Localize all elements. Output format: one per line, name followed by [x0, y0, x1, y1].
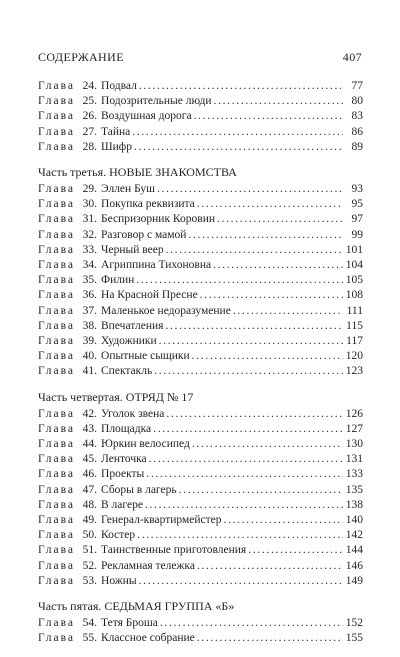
toc-entry [38, 304, 363, 319]
chapter-page: 120 [345, 350, 363, 363]
chapter-word: Глава [38, 365, 76, 378]
chapter-word: Глава [38, 574, 76, 587]
chapter-title: Воздушная дорога [101, 110, 192, 123]
chapter-page: 108 [345, 289, 363, 302]
dot-leader [136, 273, 343, 288]
chapter-number: 35. [82, 274, 98, 287]
toc-entry [38, 243, 363, 258]
chapter-number: 38. [82, 319, 98, 332]
dot-leader [157, 182, 343, 197]
dot-leader [192, 349, 343, 364]
dot-leader [197, 631, 343, 646]
toc-entry [38, 288, 363, 303]
toc-entry [38, 422, 363, 437]
dot-leader [192, 437, 343, 452]
toc-entry [38, 616, 363, 631]
chapter-page: 83 [351, 110, 363, 123]
chapter-word: Глава [38, 453, 76, 466]
dot-leader [179, 483, 343, 498]
dot-leader [160, 616, 343, 631]
chapter-number: 34. [82, 259, 98, 272]
chapter-title: Тетя Броша [101, 617, 158, 630]
chapter-title: Черный веер [101, 243, 164, 256]
chapter-title: Художники [101, 335, 157, 348]
chapter-title: На Красной Пресне [101, 289, 198, 302]
chapter-title: Спектакль [101, 365, 153, 378]
chapter-number: 30. [82, 198, 98, 211]
running-title: СОДЕРЖАНИЕ [38, 50, 124, 64]
chapter-title: Филин [101, 274, 135, 287]
chapter-number: 52. [82, 559, 98, 572]
dot-leader [159, 334, 343, 349]
chapter-page: 80 [351, 95, 363, 108]
chapter-number: 39. [82, 335, 98, 348]
chapter-number: 46. [82, 468, 98, 481]
chapter-word: Глава [38, 438, 76, 451]
chapter-page: 146 [345, 559, 363, 572]
chapter-page: 144 [345, 544, 363, 557]
chapter-title: Опытные сыщики [101, 350, 190, 363]
chapter-number: 41. [82, 365, 98, 378]
chapter-word: Глава [38, 243, 76, 256]
chapter-word: Глава [38, 617, 76, 630]
part-heading: Часть четвертая. ОТРЯД № 17 [38, 389, 194, 404]
toc-entry [38, 467, 363, 482]
chapter-title: Подозрительные люди [101, 95, 212, 108]
chapter-title: Тайна [101, 125, 131, 138]
toc-entry [38, 197, 363, 212]
dot-leader [166, 243, 343, 258]
toc-entry [38, 109, 363, 124]
dot-leader [248, 543, 343, 558]
chapter-page: 93 [351, 183, 363, 196]
dot-leader [224, 513, 343, 528]
chapter-word: Глава [38, 468, 76, 481]
dot-leader [213, 258, 343, 273]
chapter-page: 135 [345, 483, 363, 496]
chapter-page: 99 [351, 228, 363, 241]
chapter-page: 126 [345, 407, 363, 420]
chapter-page: 97 [351, 213, 363, 226]
dot-leader [165, 319, 343, 334]
dot-leader [153, 422, 343, 437]
toc-entry [38, 182, 363, 197]
chapter-number: 37. [82, 304, 98, 317]
chapter-number: 31. [82, 213, 98, 226]
chapter-word: Глава [38, 632, 76, 645]
chapter-page: 131 [345, 453, 363, 466]
chapter-word: Глава [38, 259, 76, 272]
chapter-title: Классное собрание [101, 632, 195, 645]
chapter-number: 29. [82, 183, 98, 196]
chapter-page: 105 [345, 274, 363, 287]
chapter-title: Эллен Буш [101, 183, 155, 196]
chapter-word: Глава [38, 407, 76, 420]
chapter-title: Разговор с мамой [101, 228, 187, 241]
chapter-number: 48. [82, 498, 98, 511]
chapter-page: 104 [345, 259, 363, 272]
toc-entry [38, 273, 363, 288]
chapter-number: 32. [82, 228, 98, 241]
chapter-title: Ленточка [101, 453, 147, 466]
chapter-number: 36. [82, 289, 98, 302]
chapter-number: 42. [82, 407, 98, 420]
chapter-page: 140 [345, 514, 363, 527]
chapter-number: 45. [82, 453, 98, 466]
chapter-number: 44. [82, 438, 98, 451]
dot-leader [214, 94, 343, 109]
toc-section [38, 79, 363, 155]
dot-leader [197, 559, 343, 574]
chapter-title: Шифр [101, 140, 132, 153]
chapter-number: 47. [82, 483, 98, 496]
chapter-title: Генерал-квартирмейстер [101, 514, 222, 527]
dot-leader [145, 498, 343, 513]
chapter-number: 53. [82, 574, 98, 587]
chapter-word: Глава [38, 559, 76, 572]
chapter-word: Глава [38, 304, 76, 317]
toc-entry [38, 559, 363, 574]
toc-entry [38, 498, 363, 513]
chapter-word: Глава [38, 335, 76, 348]
chapter-word: Глава [38, 183, 76, 196]
chapter-title: Таинственные приготовления [101, 544, 247, 557]
chapter-word: Глава [38, 544, 76, 557]
page-number: 407 [342, 50, 362, 64]
chapter-page: 117 [346, 335, 363, 348]
toc-entry [38, 528, 363, 543]
toc-entry [38, 79, 363, 94]
chapter-page: 95 [351, 198, 363, 211]
chapter-title: Уголок звена [101, 407, 165, 420]
toc-entry [38, 437, 363, 452]
chapter-page: 127 [345, 422, 363, 435]
chapter-page: 115 [346, 319, 363, 332]
chapter-word: Глава [38, 198, 76, 211]
chapter-title: Рекламная тележка [101, 559, 195, 572]
chapter-page: 123 [345, 365, 363, 378]
chapter-number: 49. [82, 514, 98, 527]
chapter-title: Ножны [101, 574, 137, 587]
toc-entry [38, 364, 363, 379]
chapter-title: Костер [101, 529, 136, 542]
chapter-title: Агриппина Тихоновна [101, 259, 212, 272]
dot-leader [139, 79, 343, 94]
chapter-page: 77 [351, 80, 363, 92]
chapter-number: 40. [82, 350, 98, 363]
chapter-number: 54. [82, 617, 98, 630]
toc-entry [38, 543, 363, 558]
toc-entry [38, 334, 363, 349]
dot-leader [154, 364, 343, 379]
chapter-number: 28. [82, 140, 98, 153]
toc-entry [38, 228, 363, 243]
toc-entry [38, 407, 363, 422]
toc-entry [38, 349, 363, 364]
chapter-title: Беспризорник Коровин [101, 213, 216, 226]
toc-entry [38, 452, 363, 467]
chapter-title: Маленькое недоразумение [101, 304, 231, 317]
chapter-word: Глава [38, 514, 76, 527]
chapter-number: 33. [82, 243, 98, 256]
toc-entry [38, 125, 363, 140]
chapter-word: Глава [38, 289, 76, 302]
toc-section [38, 165, 363, 380]
dot-leader [188, 228, 343, 243]
part-heading: Часть третья. НОВЫЕ ЗНАКОМСТВА [38, 165, 237, 180]
dot-leader [149, 452, 343, 467]
chapter-number: 55. [82, 632, 98, 645]
chapter-word: Глава [38, 80, 76, 92]
toc-section [38, 599, 363, 646]
chapter-page: 155 [345, 632, 363, 645]
chapter-number: 50. [82, 529, 98, 542]
page-header [38, 50, 362, 65]
chapter-word: Глава [38, 498, 76, 511]
dot-leader [137, 528, 343, 543]
chapter-word: Глава [38, 213, 76, 226]
dot-leader [166, 407, 343, 422]
dot-leader [134, 140, 343, 155]
chapter-number: 27. [82, 125, 98, 138]
chapter-page: 152 [345, 617, 363, 630]
chapter-title: Площадка [101, 422, 152, 435]
chapter-number: 24. [82, 80, 98, 92]
dot-leader [197, 197, 343, 212]
chapter-page: 138 [345, 498, 363, 511]
chapter-number: 26. [82, 110, 98, 123]
chapter-word: Глава [38, 319, 76, 332]
chapter-title: Впечатления [101, 319, 164, 332]
dot-leader [146, 467, 343, 482]
chapter-number: 51. [82, 544, 98, 557]
table-of-contents [38, 79, 363, 657]
chapter-number: 43. [82, 422, 98, 435]
chapter-word: Глава [38, 95, 76, 108]
toc-entry [38, 574, 363, 589]
chapter-word: Глава [38, 228, 76, 241]
chapter-word: Глава [38, 110, 76, 123]
chapter-page: 89 [351, 140, 363, 153]
toc-section [38, 390, 363, 589]
chapter-title: Подвал [101, 80, 137, 92]
dot-leader [132, 125, 343, 140]
chapter-number: 25. [82, 95, 98, 108]
dot-leader [194, 109, 343, 124]
toc-entry [38, 258, 363, 273]
chapter-word: Глава [38, 274, 76, 287]
toc-entry [38, 212, 363, 227]
chapter-page: 130 [345, 438, 363, 451]
chapter-title: Юркин велосипед [101, 438, 190, 451]
dot-leader [200, 288, 343, 303]
toc-entry [38, 631, 363, 646]
chapter-word: Глава [38, 529, 76, 542]
toc-entry [38, 319, 363, 334]
chapter-page: 101 [345, 243, 363, 256]
toc-entry [38, 483, 363, 498]
dot-leader [233, 304, 343, 319]
chapter-word: Глава [38, 422, 76, 435]
dot-leader [217, 212, 343, 227]
chapter-title: Покупка реквизита [101, 198, 195, 211]
chapter-page: 149 [345, 574, 363, 587]
toc-entry [38, 140, 363, 155]
dot-leader [139, 574, 343, 589]
chapter-page: 111 [346, 304, 363, 317]
chapter-title: В лагере [101, 498, 143, 511]
chapter-page: 86 [351, 125, 363, 138]
chapter-word: Глава [38, 140, 76, 153]
chapter-word: Глава [38, 483, 76, 496]
toc-entry [38, 94, 363, 109]
chapter-title: Проекты [101, 468, 145, 481]
chapter-page: 142 [345, 529, 363, 542]
chapter-word: Глава [38, 125, 76, 138]
chapter-word: Глава [38, 350, 76, 363]
chapter-page: 133 [345, 468, 363, 481]
chapter-title: Сборы в лагерь [101, 483, 177, 496]
toc-entry [38, 513, 363, 528]
part-heading: Часть пятая. СЕДЬМАЯ ГРУППА «Б» [38, 599, 235, 614]
